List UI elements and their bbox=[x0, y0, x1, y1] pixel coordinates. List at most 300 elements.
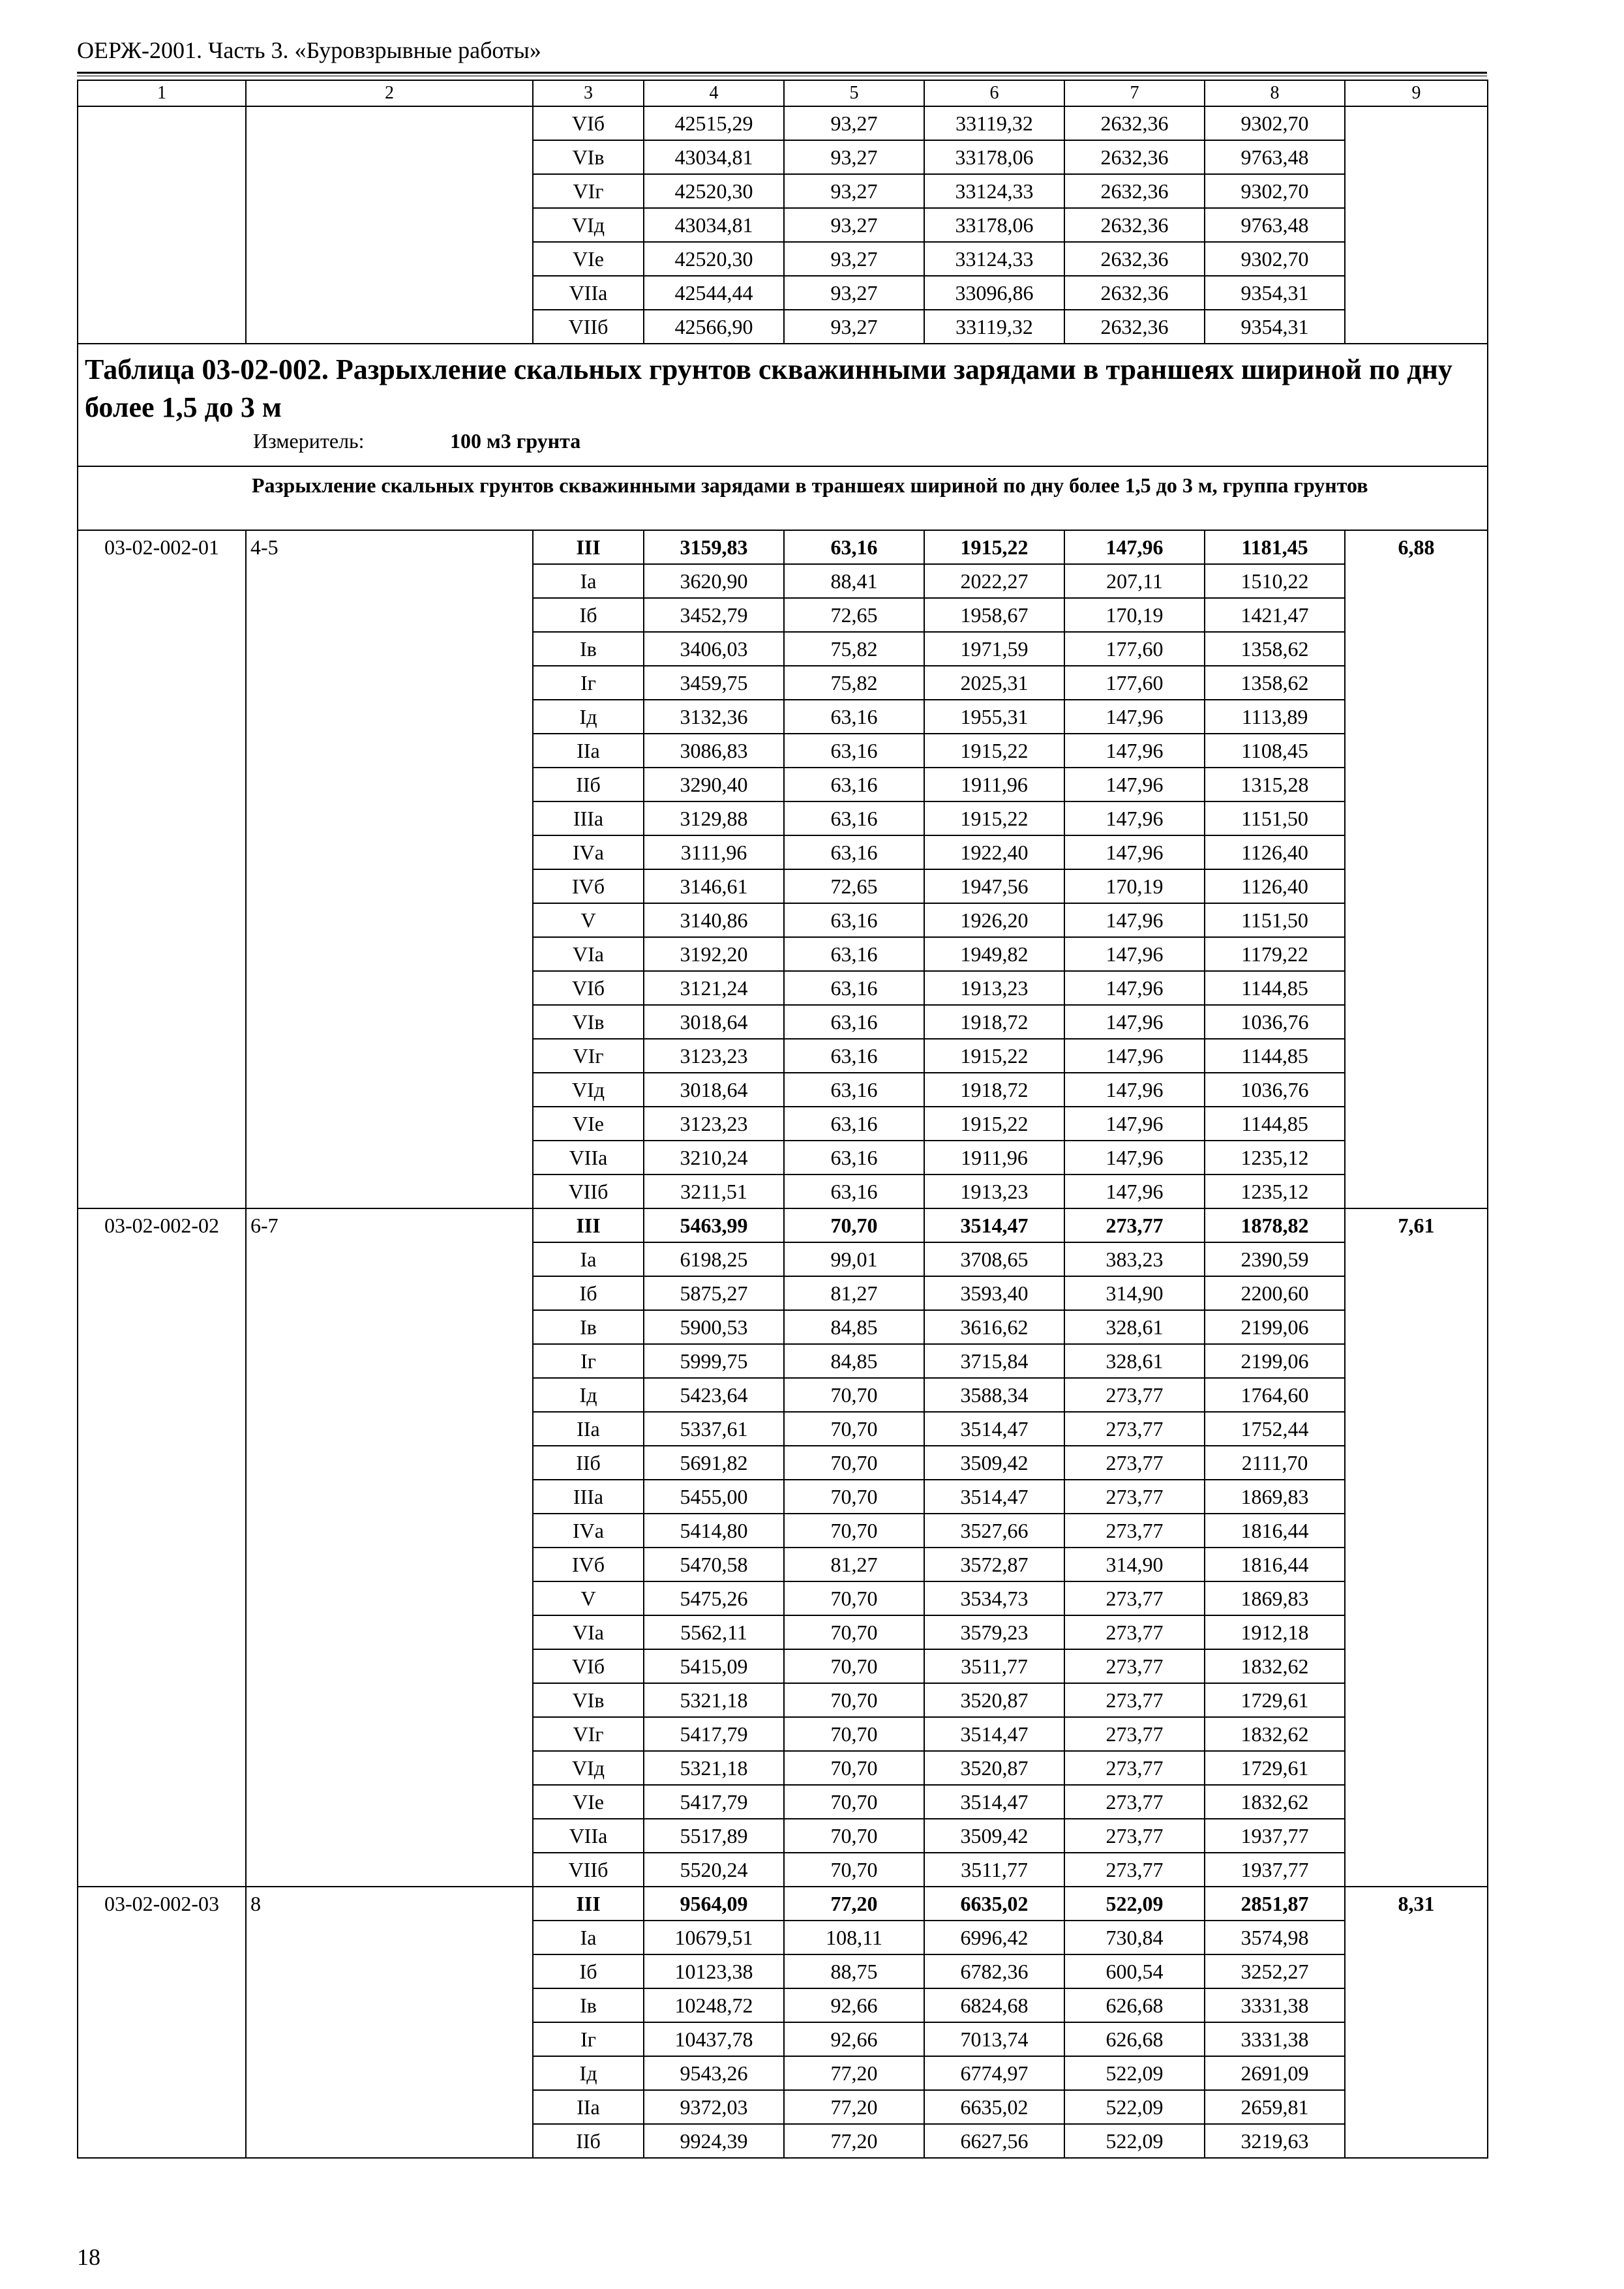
zone-cell: III bbox=[533, 1887, 644, 1921]
value-cell: 2691,09 bbox=[1205, 2056, 1345, 2090]
value-cell: 5415,09 bbox=[644, 1649, 784, 1683]
zone-cell: VIIб bbox=[533, 310, 644, 344]
value-cell: 3132,36 bbox=[644, 700, 784, 734]
value-cell: 1144,85 bbox=[1205, 1107, 1345, 1141]
value-cell: 93,27 bbox=[784, 276, 924, 310]
value-cell: 2390,59 bbox=[1205, 1242, 1345, 1276]
value-cell: 70,70 bbox=[784, 1717, 924, 1751]
value-cell: 3111,96 bbox=[644, 835, 784, 869]
value-cell: 70,70 bbox=[784, 1649, 924, 1683]
value-cell: 383,23 bbox=[1064, 1242, 1205, 1276]
zone-cell: Iа bbox=[533, 564, 644, 598]
value-cell: 1752,44 bbox=[1205, 1412, 1345, 1446]
zone-cell: VIб bbox=[533, 1649, 644, 1683]
value-cell: 99,01 bbox=[784, 1242, 924, 1276]
value-cell: 522,09 bbox=[1064, 2056, 1205, 2090]
value-cell: 3574,98 bbox=[1205, 1921, 1345, 1954]
zone-cell: VIIб bbox=[533, 1853, 644, 1887]
value-cell: 70,70 bbox=[784, 1514, 924, 1548]
value-cell: 3290,40 bbox=[644, 768, 784, 801]
value-cell: 63,16 bbox=[784, 1005, 924, 1039]
value-cell: 1915,22 bbox=[924, 734, 1064, 768]
value-cell: 730,84 bbox=[1064, 1921, 1205, 1954]
table-row bbox=[78, 106, 1488, 140]
zone-cell: VIв bbox=[533, 140, 644, 174]
zone-cell: IIIа bbox=[533, 1480, 644, 1514]
subtitle-row bbox=[78, 466, 1488, 530]
value-cell: 1181,45 bbox=[1205, 530, 1345, 564]
value-cell: 273,77 bbox=[1064, 1378, 1205, 1412]
value-cell: 314,90 bbox=[1064, 1276, 1205, 1310]
value-cell: 3159,83 bbox=[644, 530, 784, 564]
value-cell: 9564,09 bbox=[644, 1887, 784, 1921]
value-cell: 5900,53 bbox=[644, 1310, 784, 1344]
value-cell: 70,70 bbox=[784, 1581, 924, 1615]
value-cell: 70,70 bbox=[784, 1751, 924, 1785]
value-cell: 147,96 bbox=[1064, 801, 1205, 835]
value-cell: 3511,77 bbox=[924, 1853, 1064, 1887]
value-cell: 3520,87 bbox=[924, 1683, 1064, 1717]
value-cell: 93,27 bbox=[784, 310, 924, 344]
value-cell: 1151,50 bbox=[1205, 801, 1345, 835]
value-cell: 2632,36 bbox=[1064, 310, 1205, 344]
value-cell: 1918,72 bbox=[924, 1073, 1064, 1107]
value-cell: 2659,81 bbox=[1205, 2090, 1345, 2124]
zone-cell: VIIа bbox=[533, 1141, 644, 1174]
value-cell: 1816,44 bbox=[1205, 1514, 1345, 1548]
value-cell: 63,16 bbox=[784, 903, 924, 937]
value-cell: 3579,23 bbox=[924, 1615, 1064, 1649]
value-cell: 3620,90 bbox=[644, 564, 784, 598]
value-cell: 1949,82 bbox=[924, 937, 1064, 971]
value-cell: 33096,86 bbox=[924, 276, 1064, 310]
value-cell: 93,27 bbox=[784, 242, 924, 276]
zone-cell: VIв bbox=[533, 1005, 644, 1039]
value-cell: 77,20 bbox=[784, 2090, 924, 2124]
value-cell: 522,09 bbox=[1064, 1887, 1205, 1921]
column-number-row bbox=[78, 80, 1488, 106]
zone-cell: Iа bbox=[533, 1242, 644, 1276]
value-cell: 72,65 bbox=[784, 598, 924, 632]
value-cell: 147,96 bbox=[1064, 1005, 1205, 1039]
value-cell: 1421,47 bbox=[1205, 598, 1345, 632]
zone-cell: VIд bbox=[533, 1073, 644, 1107]
unit-value: 100 м3 грунта bbox=[450, 429, 581, 453]
value-cell: 273,77 bbox=[1064, 1208, 1205, 1242]
zone-cell: VIг bbox=[533, 174, 644, 208]
value-cell: 3509,42 bbox=[924, 1446, 1064, 1480]
value-cell: 3121,24 bbox=[644, 971, 784, 1005]
value-cell: 33178,06 bbox=[924, 140, 1064, 174]
value-cell: 328,61 bbox=[1064, 1310, 1205, 1344]
value-cell: 1958,67 bbox=[924, 598, 1064, 632]
zone-cell: VIе bbox=[533, 1107, 644, 1141]
value-cell: 70,70 bbox=[784, 1853, 924, 1887]
value-cell: 5414,80 bbox=[644, 1514, 784, 1548]
value-cell: 70,70 bbox=[784, 1615, 924, 1649]
value-cell: 2199,06 bbox=[1205, 1344, 1345, 1378]
value-cell: 522,09 bbox=[1064, 2090, 1205, 2124]
value-cell: 1937,77 bbox=[1205, 1853, 1345, 1887]
value-cell: 2851,87 bbox=[1205, 1887, 1345, 1921]
value-cell: 147,96 bbox=[1064, 1141, 1205, 1174]
value-cell: 1971,59 bbox=[924, 632, 1064, 666]
value-cell: 177,60 bbox=[1064, 632, 1205, 666]
value-cell: 63,16 bbox=[784, 530, 924, 564]
value-cell: 81,27 bbox=[784, 1276, 924, 1310]
value-cell: 3715,84 bbox=[924, 1344, 1064, 1378]
value-cell: 273,77 bbox=[1064, 1819, 1205, 1853]
value-cell: 33124,33 bbox=[924, 242, 1064, 276]
group-cell: 4-5 bbox=[246, 530, 533, 1208]
value-cell: 170,19 bbox=[1064, 598, 1205, 632]
value-cell: 6198,25 bbox=[644, 1242, 784, 1276]
labor-cell: 6,88 bbox=[1345, 530, 1488, 1208]
value-cell: 3123,23 bbox=[644, 1039, 784, 1073]
value-cell: 3514,47 bbox=[924, 1717, 1064, 1751]
value-cell: 314,90 bbox=[1064, 1548, 1205, 1581]
value-cell: 88,75 bbox=[784, 1954, 924, 1988]
value-cell: 3514,47 bbox=[924, 1208, 1064, 1242]
value-cell: 1913,23 bbox=[924, 971, 1064, 1005]
value-cell: 9372,03 bbox=[644, 2090, 784, 2124]
zone-cell: VIб bbox=[533, 106, 644, 140]
value-cell: 3534,73 bbox=[924, 1581, 1064, 1615]
value-cell: 1108,45 bbox=[1205, 734, 1345, 768]
value-cell: 3509,42 bbox=[924, 1819, 1064, 1853]
value-cell: 10248,72 bbox=[644, 1988, 784, 2022]
value-cell: 5691,82 bbox=[644, 1446, 784, 1480]
value-cell: 626,68 bbox=[1064, 1988, 1205, 2022]
value-cell: 3210,24 bbox=[644, 1141, 784, 1174]
value-cell: 147,96 bbox=[1064, 1073, 1205, 1107]
value-cell: 2632,36 bbox=[1064, 174, 1205, 208]
zone-cell: VIб bbox=[533, 971, 644, 1005]
value-cell: 147,96 bbox=[1064, 835, 1205, 869]
value-cell: 3129,88 bbox=[644, 801, 784, 835]
zone-cell: Iв bbox=[533, 1310, 644, 1344]
value-cell: 147,96 bbox=[1064, 1107, 1205, 1141]
zone-cell: IIIа bbox=[533, 801, 644, 835]
value-cell: 1915,22 bbox=[924, 1039, 1064, 1073]
value-cell: 6635,02 bbox=[924, 1887, 1064, 1921]
value-cell: 3146,61 bbox=[644, 869, 784, 903]
value-cell: 1179,22 bbox=[1205, 937, 1345, 971]
value-cell: 70,70 bbox=[784, 1480, 924, 1514]
value-cell: 1915,22 bbox=[924, 1107, 1064, 1141]
value-cell: 1912,18 bbox=[1205, 1615, 1345, 1649]
value-cell: 33124,33 bbox=[924, 174, 1064, 208]
page-number: 18 bbox=[77, 2244, 100, 2270]
zone-cell: VIг bbox=[533, 1717, 644, 1751]
value-cell: 42515,29 bbox=[644, 106, 784, 140]
zone-cell: III bbox=[533, 530, 644, 564]
value-cell: 273,77 bbox=[1064, 1717, 1205, 1751]
value-cell: 1510,22 bbox=[1205, 564, 1345, 598]
value-cell: 3018,64 bbox=[644, 1073, 784, 1107]
value-cell: 147,96 bbox=[1064, 903, 1205, 937]
value-cell: 33119,32 bbox=[924, 310, 1064, 344]
table-row bbox=[78, 530, 1488, 564]
value-cell: 3572,87 bbox=[924, 1548, 1064, 1581]
zone-cell: IIб bbox=[533, 2124, 644, 2158]
zone-cell: VIе bbox=[533, 242, 644, 276]
value-cell: 33178,06 bbox=[924, 208, 1064, 242]
value-cell: 3708,65 bbox=[924, 1242, 1064, 1276]
value-cell: 3331,38 bbox=[1205, 2022, 1345, 2056]
value-cell: 5455,00 bbox=[644, 1480, 784, 1514]
zone-cell: IVб bbox=[533, 869, 644, 903]
value-cell: 5321,18 bbox=[644, 1751, 784, 1785]
code-cell: 03-02-002-02 bbox=[78, 1208, 246, 1887]
zone-cell: IVа bbox=[533, 835, 644, 869]
value-cell: 1947,56 bbox=[924, 869, 1064, 903]
value-cell: 1926,20 bbox=[924, 903, 1064, 937]
value-cell: 273,77 bbox=[1064, 1751, 1205, 1785]
value-cell: 10437,78 bbox=[644, 2022, 784, 2056]
value-cell: 63,16 bbox=[784, 971, 924, 1005]
value-cell: 1922,40 bbox=[924, 835, 1064, 869]
value-cell: 3511,77 bbox=[924, 1649, 1064, 1683]
value-cell: 43034,81 bbox=[644, 208, 784, 242]
value-cell: 63,16 bbox=[784, 700, 924, 734]
value-cell: 2022,27 bbox=[924, 564, 1064, 598]
value-cell: 5999,75 bbox=[644, 1344, 784, 1378]
value-cell: 43034,81 bbox=[644, 140, 784, 174]
value-cell: 1358,62 bbox=[1205, 666, 1345, 700]
value-cell: 63,16 bbox=[784, 1174, 924, 1208]
value-cell: 70,70 bbox=[784, 1446, 924, 1480]
value-cell: 5417,79 bbox=[644, 1785, 784, 1819]
zone-cell: Iд bbox=[533, 2056, 644, 2090]
value-cell: 273,77 bbox=[1064, 1649, 1205, 1683]
zone-cell: V bbox=[533, 903, 644, 937]
value-cell: 75,82 bbox=[784, 666, 924, 700]
value-cell: 42520,30 bbox=[644, 174, 784, 208]
column-number: 2 bbox=[246, 80, 533, 106]
value-cell: 10123,38 bbox=[644, 1954, 784, 1988]
value-cell: 626,68 bbox=[1064, 2022, 1205, 2056]
value-cell: 273,77 bbox=[1064, 1581, 1205, 1615]
value-cell: 9924,39 bbox=[644, 2124, 784, 2158]
value-cell: 42520,30 bbox=[644, 242, 784, 276]
value-cell: 1764,60 bbox=[1205, 1378, 1345, 1412]
value-cell: 42544,44 bbox=[644, 276, 784, 310]
group-cell-empty bbox=[246, 106, 533, 344]
value-cell: 75,82 bbox=[784, 632, 924, 666]
value-cell: 2632,36 bbox=[1064, 140, 1205, 174]
zone-cell: VIе bbox=[533, 1785, 644, 1819]
zone-cell: Iа bbox=[533, 1921, 644, 1954]
value-cell: 2632,36 bbox=[1064, 276, 1205, 310]
value-cell: 108,11 bbox=[784, 1921, 924, 1954]
value-cell: 1911,96 bbox=[924, 768, 1064, 801]
value-cell: 33119,32 bbox=[924, 106, 1064, 140]
value-cell: 2632,36 bbox=[1064, 242, 1205, 276]
code-cell-empty bbox=[78, 106, 246, 344]
value-cell: 2200,60 bbox=[1205, 1276, 1345, 1310]
value-cell: 5470,58 bbox=[644, 1548, 784, 1581]
value-cell: 147,96 bbox=[1064, 768, 1205, 801]
zone-cell: Iв bbox=[533, 632, 644, 666]
value-cell: 1729,61 bbox=[1205, 1683, 1345, 1717]
value-cell: 77,20 bbox=[784, 1887, 924, 1921]
value-cell: 70,70 bbox=[784, 1208, 924, 1242]
value-cell: 273,77 bbox=[1064, 1446, 1205, 1480]
table-title-row bbox=[78, 344, 1488, 466]
value-cell: 147,96 bbox=[1064, 700, 1205, 734]
value-cell: 3452,79 bbox=[644, 598, 784, 632]
zone-cell: IIа bbox=[533, 1412, 644, 1446]
unit-row bbox=[85, 426, 1481, 455]
value-cell: 3459,75 bbox=[644, 666, 784, 700]
column-number: 5 bbox=[784, 80, 924, 106]
value-cell: 273,77 bbox=[1064, 1785, 1205, 1819]
value-cell: 147,96 bbox=[1064, 530, 1205, 564]
value-cell: 147,96 bbox=[1064, 937, 1205, 971]
value-cell: 1113,89 bbox=[1205, 700, 1345, 734]
zone-cell: IVа bbox=[533, 1514, 644, 1548]
value-cell: 9354,31 bbox=[1205, 276, 1345, 310]
value-cell: 147,96 bbox=[1064, 734, 1205, 768]
zone-cell: VIа bbox=[533, 1615, 644, 1649]
value-cell: 5520,24 bbox=[644, 1853, 784, 1887]
column-number: 9 bbox=[1345, 80, 1488, 106]
zone-cell: VIIб bbox=[533, 1174, 644, 1208]
value-cell: 3520,87 bbox=[924, 1751, 1064, 1785]
value-cell: 92,66 bbox=[784, 2022, 924, 2056]
value-cell: 1235,12 bbox=[1205, 1141, 1345, 1174]
value-cell: 1937,77 bbox=[1205, 1819, 1345, 1853]
table-row bbox=[78, 1887, 1488, 1921]
zone-cell: Iд bbox=[533, 1378, 644, 1412]
value-cell: 522,09 bbox=[1064, 2124, 1205, 2158]
zone-cell: VIд bbox=[533, 208, 644, 242]
value-cell: 5423,64 bbox=[644, 1378, 784, 1412]
value-cell: 273,77 bbox=[1064, 1615, 1205, 1649]
value-cell: 5337,61 bbox=[644, 1412, 784, 1446]
table-title: Таблица 03-02-002. Разрыхление скальных грунтов скважинными зарядами в траншеях шириной по дну более 1,5 до 3 м bbox=[85, 353, 1452, 423]
zone-cell: Iв bbox=[533, 1988, 644, 2022]
group-cell: 8 bbox=[246, 1887, 533, 2158]
value-cell: 1235,12 bbox=[1205, 1174, 1345, 1208]
column-number: 4 bbox=[644, 80, 784, 106]
value-cell: 3593,40 bbox=[924, 1276, 1064, 1310]
value-cell: 1911,96 bbox=[924, 1141, 1064, 1174]
value-cell: 1036,76 bbox=[1205, 1073, 1345, 1107]
zone-cell: VIIа bbox=[533, 276, 644, 310]
value-cell: 1315,28 bbox=[1205, 768, 1345, 801]
value-cell: 207,11 bbox=[1064, 564, 1205, 598]
value-cell: 92,66 bbox=[784, 1988, 924, 2022]
value-cell: 1816,44 bbox=[1205, 1548, 1345, 1581]
zone-cell: Iд bbox=[533, 700, 644, 734]
value-cell: 93,27 bbox=[784, 208, 924, 242]
value-cell: 273,77 bbox=[1064, 1480, 1205, 1514]
column-number: 8 bbox=[1205, 80, 1345, 106]
value-cell: 1832,62 bbox=[1205, 1785, 1345, 1819]
value-cell: 273,77 bbox=[1064, 1683, 1205, 1717]
value-cell: 600,54 bbox=[1064, 1954, 1205, 1988]
zone-cell: VIв bbox=[533, 1683, 644, 1717]
value-cell: 5517,89 bbox=[644, 1819, 784, 1853]
value-cell: 93,27 bbox=[784, 106, 924, 140]
value-cell: 9302,70 bbox=[1205, 242, 1345, 276]
code-cell: 03-02-002-01 bbox=[78, 530, 246, 1208]
value-cell: 63,16 bbox=[784, 801, 924, 835]
value-cell: 81,27 bbox=[784, 1548, 924, 1581]
value-cell: 9354,31 bbox=[1205, 310, 1345, 344]
value-cell: 1869,83 bbox=[1205, 1581, 1345, 1615]
value-cell: 77,20 bbox=[784, 2124, 924, 2158]
rates-table-body bbox=[78, 80, 1488, 2158]
value-cell: 170,19 bbox=[1064, 869, 1205, 903]
value-cell: 63,16 bbox=[784, 768, 924, 801]
zone-cell: Iг bbox=[533, 666, 644, 700]
value-cell: 3123,23 bbox=[644, 1107, 784, 1141]
value-cell: 1151,50 bbox=[1205, 903, 1345, 937]
value-cell: 63,16 bbox=[784, 1039, 924, 1073]
value-cell: 6996,42 bbox=[924, 1921, 1064, 1954]
value-cell: 70,70 bbox=[784, 1819, 924, 1853]
group-cell: 6-7 bbox=[246, 1208, 533, 1887]
zone-cell: IIа bbox=[533, 734, 644, 768]
value-cell: 70,70 bbox=[784, 1785, 924, 1819]
value-cell: 63,16 bbox=[784, 1141, 924, 1174]
value-cell: 70,70 bbox=[784, 1378, 924, 1412]
value-cell: 273,77 bbox=[1064, 1514, 1205, 1548]
value-cell: 5417,79 bbox=[644, 1717, 784, 1751]
value-cell: 63,16 bbox=[784, 1107, 924, 1141]
value-cell: 9543,26 bbox=[644, 2056, 784, 2090]
value-cell: 1832,62 bbox=[1205, 1649, 1345, 1683]
value-cell: 72,65 bbox=[784, 869, 924, 903]
value-cell: 7013,74 bbox=[924, 2022, 1064, 2056]
value-cell: 3514,47 bbox=[924, 1785, 1064, 1819]
zone-cell: VIIа bbox=[533, 1819, 644, 1853]
value-cell: 2632,36 bbox=[1064, 208, 1205, 242]
value-cell: 328,61 bbox=[1064, 1344, 1205, 1378]
value-cell: 1144,85 bbox=[1205, 971, 1345, 1005]
value-cell: 6627,56 bbox=[924, 2124, 1064, 2158]
value-cell: 5875,27 bbox=[644, 1276, 784, 1310]
value-cell: 1144,85 bbox=[1205, 1039, 1345, 1073]
value-cell: 6774,97 bbox=[924, 2056, 1064, 2090]
value-cell: 63,16 bbox=[784, 835, 924, 869]
value-cell: 63,16 bbox=[784, 734, 924, 768]
value-cell: 2111,70 bbox=[1205, 1446, 1345, 1480]
labor-cell: 7,61 bbox=[1345, 1208, 1488, 1887]
value-cell: 1126,40 bbox=[1205, 835, 1345, 869]
value-cell: 3018,64 bbox=[644, 1005, 784, 1039]
value-cell: 3252,27 bbox=[1205, 1954, 1345, 1988]
value-cell: 6635,02 bbox=[924, 2090, 1064, 2124]
value-cell: 77,20 bbox=[784, 2056, 924, 2090]
rates-table bbox=[77, 80, 1488, 2159]
value-cell: 2199,06 bbox=[1205, 1310, 1345, 1344]
value-cell: 9763,48 bbox=[1205, 140, 1345, 174]
zone-cell: Iг bbox=[533, 1344, 644, 1378]
value-cell: 6824,68 bbox=[924, 1988, 1064, 2022]
zone-cell: Iб bbox=[533, 598, 644, 632]
zone-cell: VIа bbox=[533, 937, 644, 971]
value-cell: 2025,31 bbox=[924, 666, 1064, 700]
column-number: 6 bbox=[924, 80, 1064, 106]
table-subtitle: Разрыхление скальных грунтов скважинными зарядами в траншеях шириной по дну более 1,5 до 3 м, группа грунтов bbox=[78, 466, 1488, 530]
value-cell: 9763,48 bbox=[1205, 208, 1345, 242]
header-rule bbox=[77, 72, 1487, 74]
value-cell: 1913,23 bbox=[924, 1174, 1064, 1208]
